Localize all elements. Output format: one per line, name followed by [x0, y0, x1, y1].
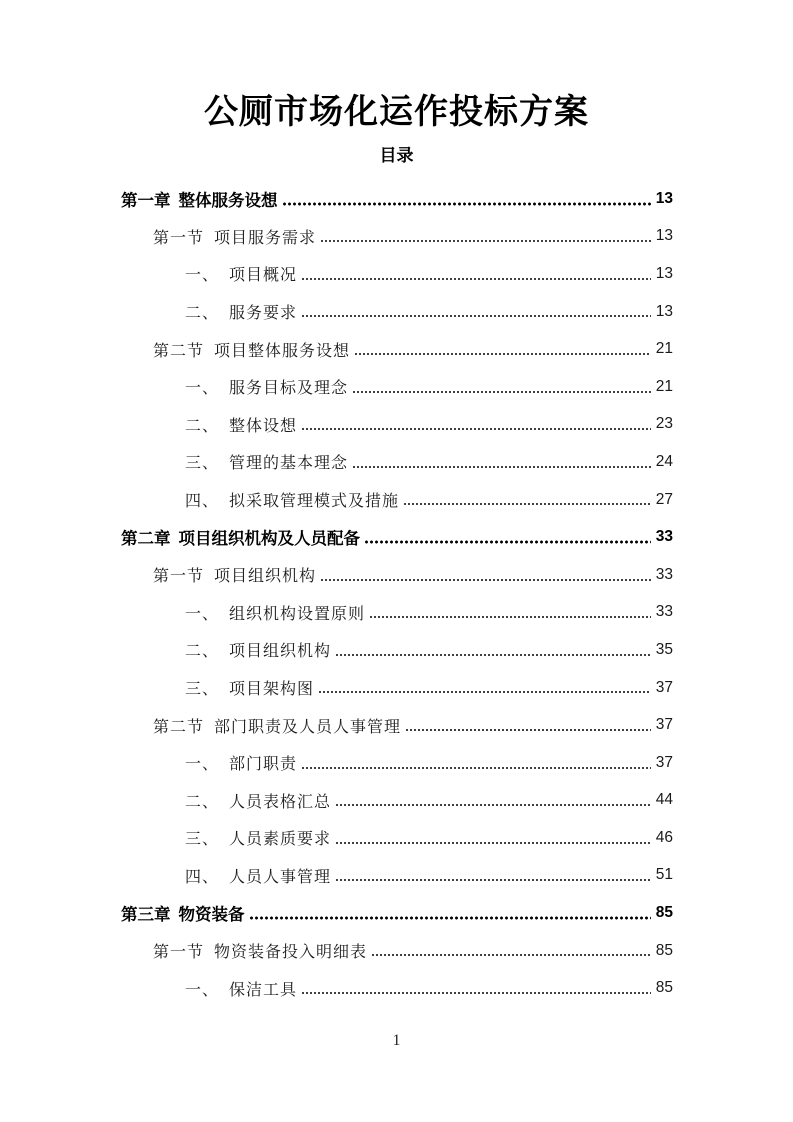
toc-chapter-entry[interactable] [121, 894, 673, 932]
toc-entry-title: 组织机构设置原则 [229, 603, 366, 623]
toc-entry-page-number: 37 [655, 716, 673, 734]
toc-entry-label [153, 563, 316, 586]
toc-entry-number: 二、 [185, 791, 220, 811]
toc-entry-page-number: 33 [655, 603, 673, 621]
toc-subsection-entry[interactable] [121, 368, 673, 406]
toc-entry-number: 第二节 [153, 340, 205, 360]
toc-entry-number: 第二章 [121, 529, 171, 549]
dot-leader [301, 314, 651, 318]
toc-entry-title: 管理的基本理念 [229, 453, 349, 473]
toc-section-entry[interactable] [121, 330, 673, 368]
toc-entry-label [185, 676, 314, 699]
toc-entry-title: 项目组织机构 [214, 566, 317, 586]
dot-leader [301, 277, 651, 281]
toc-entry-number: 二、 [185, 641, 220, 661]
dot-leader [352, 390, 651, 394]
toc-entry-number: 二、 [185, 303, 220, 323]
toc-entry-page-number: 37 [655, 678, 673, 696]
toc-chapter-entry[interactable] [121, 180, 673, 218]
toc-subsection-entry[interactable] [121, 969, 673, 1007]
toc-subsection-entry[interactable] [121, 293, 673, 331]
toc-entry-label [185, 488, 399, 511]
toc-entry-number: 第二节 [153, 716, 205, 736]
document-title: 公厕市场化运作投标方案 [204, 92, 589, 132]
dot-leader [282, 202, 652, 206]
toc-subsection-entry[interactable] [121, 857, 673, 895]
toc-entry-label [121, 901, 245, 925]
toc-entry-page-number: 21 [655, 340, 673, 358]
toc-entry-number: 四、 [185, 866, 220, 886]
toc-entry-page-number: 35 [655, 640, 673, 658]
dot-leader [318, 690, 651, 694]
toc-entry-label [185, 638, 331, 661]
dot-leader [335, 878, 651, 882]
toc-entry-label [153, 225, 316, 248]
dot-leader [352, 465, 651, 469]
dot-leader [320, 239, 651, 243]
toc-subsection-entry[interactable] [121, 255, 673, 293]
toc-entry-title: 整体设想 [229, 415, 298, 435]
toc-subsection-entry[interactable] [121, 669, 673, 707]
toc-entry-title: 物资装备投入明细表 [214, 942, 368, 962]
toc-entry-label [185, 864, 331, 887]
toc-chapter-entry[interactable] [121, 518, 673, 556]
toc-entry-number: 第一章 [121, 190, 171, 210]
dot-leader [335, 841, 651, 845]
toc-entry-label [185, 300, 297, 323]
toc-entry-page-number: 33 [655, 565, 673, 583]
toc-entry-title: 项目架构图 [229, 679, 315, 699]
toc-entry-page-number: 85 [655, 941, 673, 959]
toc-entry-page-number: 44 [655, 791, 673, 809]
toc-entry-page-number: 51 [655, 866, 673, 884]
toc-entry-label [185, 375, 348, 398]
toc-section-entry[interactable] [121, 932, 673, 970]
toc-entry-title: 部门职责 [229, 754, 298, 774]
toc-entry-title: 人员表格汇总 [229, 791, 332, 811]
dot-leader [369, 615, 651, 619]
dot-leader [354, 352, 651, 356]
toc-entry-page-number: 13 [655, 302, 673, 320]
toc-entry-page-number: 46 [655, 828, 673, 846]
toc-entry-label [153, 714, 401, 737]
toc-entry-label [121, 187, 278, 211]
dot-leader [301, 991, 651, 995]
toc-entry-title: 项目整体服务设想 [214, 340, 351, 360]
toc-entry-label [185, 601, 365, 624]
toc-entry-title: 整体服务设想 [178, 190, 278, 210]
toc-heading: 目录 [379, 146, 414, 166]
toc-subsection-entry[interactable] [121, 744, 673, 782]
toc-entry-title: 服务目标及理念 [229, 378, 349, 398]
toc-entry-label [185, 751, 297, 774]
dot-leader [364, 540, 651, 544]
dot-leader [301, 766, 651, 770]
toc-entry-title: 物资装备 [178, 905, 245, 925]
toc-entry-page-number: 23 [655, 415, 673, 433]
toc-entry-number: 一、 [185, 378, 220, 398]
toc-entry-number: 第一节 [153, 942, 205, 962]
toc-entry-number: 第一节 [153, 227, 205, 247]
toc-subsection-entry[interactable] [121, 819, 673, 857]
toc-entry-page-number: 13 [655, 264, 673, 282]
toc-entry-number: 二、 [185, 415, 220, 435]
toc-entry-label [185, 450, 348, 473]
toc-entry-title: 项目组织机构及人员配备 [178, 529, 360, 549]
toc-entry-label [185, 977, 297, 1000]
toc-entry-page-number: 37 [655, 753, 673, 771]
toc-entry-page-number: 13 [655, 227, 673, 245]
toc-entry-number: 第一节 [153, 566, 205, 586]
table-of-contents [121, 180, 673, 1007]
toc-entry-label [185, 262, 297, 285]
toc-entry-page-number: 85 [655, 904, 673, 922]
toc-entry-label [185, 789, 331, 812]
toc-entry-label [121, 525, 360, 549]
toc-subsection-entry[interactable] [121, 443, 673, 481]
toc-entry-number: 一、 [185, 979, 220, 999]
toc-entry-title: 项目服务需求 [214, 227, 317, 247]
toc-entry-title: 人员人事管理 [229, 866, 332, 886]
toc-entry-page-number: 27 [655, 490, 673, 508]
toc-entry-number: 三、 [185, 679, 220, 699]
toc-entry-title: 项目概况 [229, 265, 298, 285]
toc-entry-number: 三、 [185, 829, 220, 849]
toc-subsection-entry[interactable] [121, 481, 673, 519]
toc-entry-title: 部门职责及人员人事管理 [214, 716, 402, 736]
toc-section-entry[interactable] [121, 556, 673, 594]
toc-entry-page-number: 13 [655, 189, 673, 207]
toc-entry-page-number: 85 [655, 979, 673, 997]
toc-entry-page-number: 33 [655, 528, 673, 546]
toc-entry-label [153, 939, 367, 962]
toc-entry-title: 保洁工具 [229, 979, 298, 999]
toc-entry-number: 一、 [185, 754, 220, 774]
dot-leader [335, 803, 651, 807]
toc-entry-title: 项目组织机构 [229, 641, 332, 661]
toc-entry-number: 三、 [185, 453, 220, 473]
toc-subsection-entry[interactable] [121, 406, 673, 444]
toc-entry-label [185, 826, 331, 849]
toc-section-entry[interactable] [121, 218, 673, 256]
toc-entry-label [153, 338, 350, 361]
dot-leader [403, 502, 651, 506]
toc-entry-number: 一、 [185, 603, 220, 623]
toc-entry-label [185, 413, 297, 436]
toc-subsection-entry[interactable] [121, 631, 673, 669]
toc-entry-title: 拟采取管理模式及措施 [229, 491, 400, 511]
toc-entry-title: 人员素质要求 [229, 829, 332, 849]
toc-section-entry[interactable] [121, 706, 673, 744]
dot-leader [335, 653, 651, 657]
page-number: 1 [392, 1032, 401, 1049]
dot-leader [320, 578, 651, 582]
toc-entry-number: 第三章 [121, 905, 171, 925]
toc-entry-page-number: 21 [655, 377, 673, 395]
toc-subsection-entry[interactable] [121, 594, 673, 632]
dot-leader [301, 427, 651, 431]
dot-leader [249, 916, 652, 920]
toc-entry-title: 服务要求 [229, 303, 298, 323]
toc-entry-number: 一、 [185, 265, 220, 285]
toc-entry-number: 四、 [185, 491, 220, 511]
dot-leader [371, 953, 651, 957]
toc-subsection-entry[interactable] [121, 782, 673, 820]
dot-leader [405, 728, 651, 732]
toc-entry-page-number: 24 [655, 452, 673, 470]
